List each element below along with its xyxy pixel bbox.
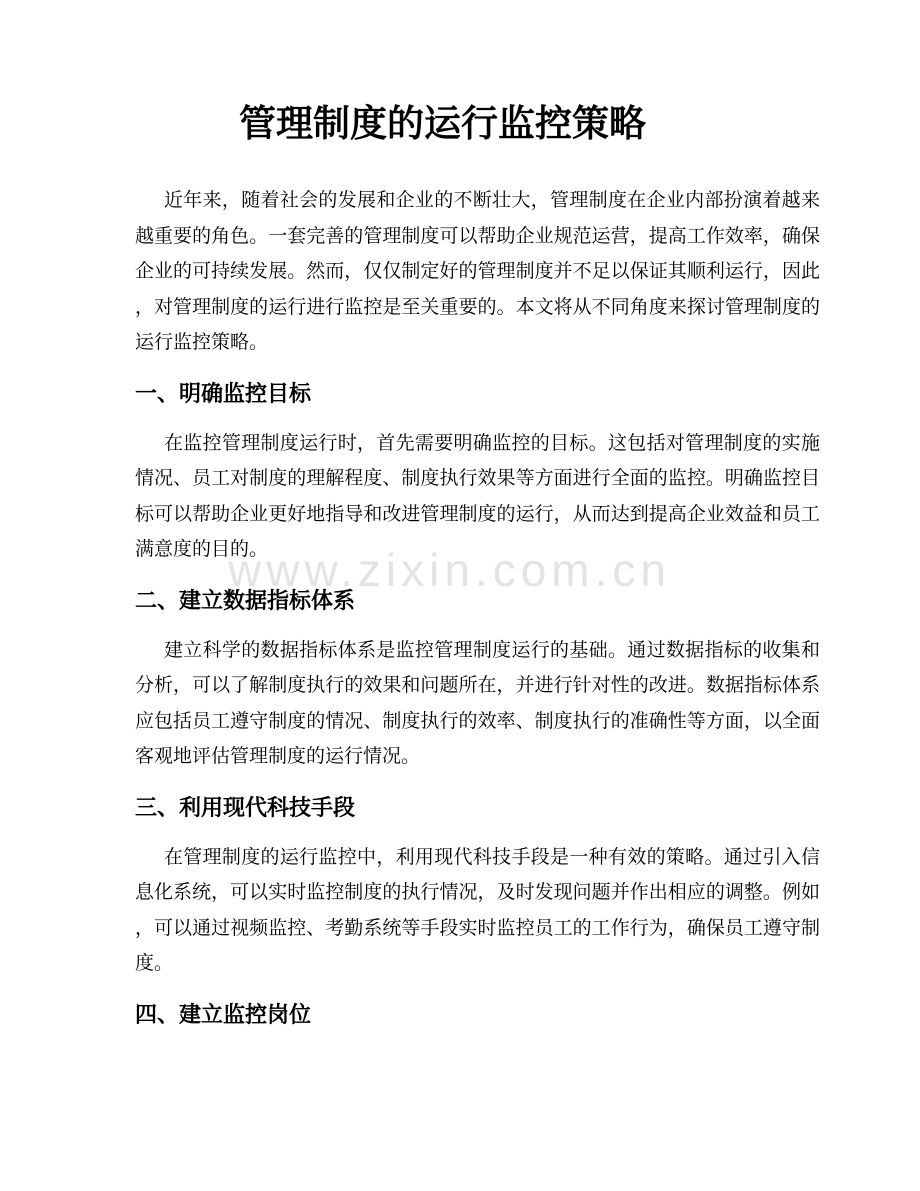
section-paragraph-1: 在监控管理制度运行时，首先需要明确监控的目标。这包括对管理制度的实施情况、员工对制度的理解程度、制度执行效果等方面进行全面的监控。明确监控目标可以帮助企业更好地指导和改进管理制度的运行，从而达到提高企业效益和员工满意度的目的。: [135, 432, 820, 560]
section-paragraph-3: 在管理制度的运行监控中，利用现代科技手段是一种有效的策略。通过引入信息化系统，可以实时监控制度的执行情况，及时发现问题并作出相应的调整。例如，可以通过视频监控、考勤系统等手段实时监控员工的工作行为，确保员工遵守制度。: [135, 846, 820, 974]
intro-paragraph: 近年来，随着社会的发展和企业的不断壮大，管理制度在企业内部扮演着越来越重要的角色。一套完善的管理制度可以帮助企业规范运营，提高工作效率，确保企业的可持续发展。然而，仅仅制定好的管理制度并不足以保证其顺利运行，因此，对管理制度的运行进行监控是至关重要的。本文将从不同角度来探讨管理制度的运行监控策略。: [135, 190, 820, 353]
section-heading-1: 一、明确监控目标: [135, 380, 312, 406]
document-title: 管理制度的运行监控策略: [239, 103, 646, 144]
section-heading-4: 四、建立监控岗位: [135, 1001, 312, 1027]
watermark-text: www.zixin.com.cn: [228, 544, 671, 596]
section-paragraph-2: 建立科学的数据指标体系是监控管理制度运行的基础。通过数据指标的收集和分析，可以了解制度执行的效果和问题所在，并进行针对性的改进。数据指标体系应包括员工遵守制度的情况、制度执行的效率、制度执行的准确性等方面，以全面客观地评估管理制度的运行情况。: [135, 639, 820, 767]
section-heading-2: 二、建立数据指标体系: [135, 587, 356, 613]
section-heading-3: 三、利用现代科技手段: [135, 794, 356, 820]
document-body: [0, 183, 920, 1030]
